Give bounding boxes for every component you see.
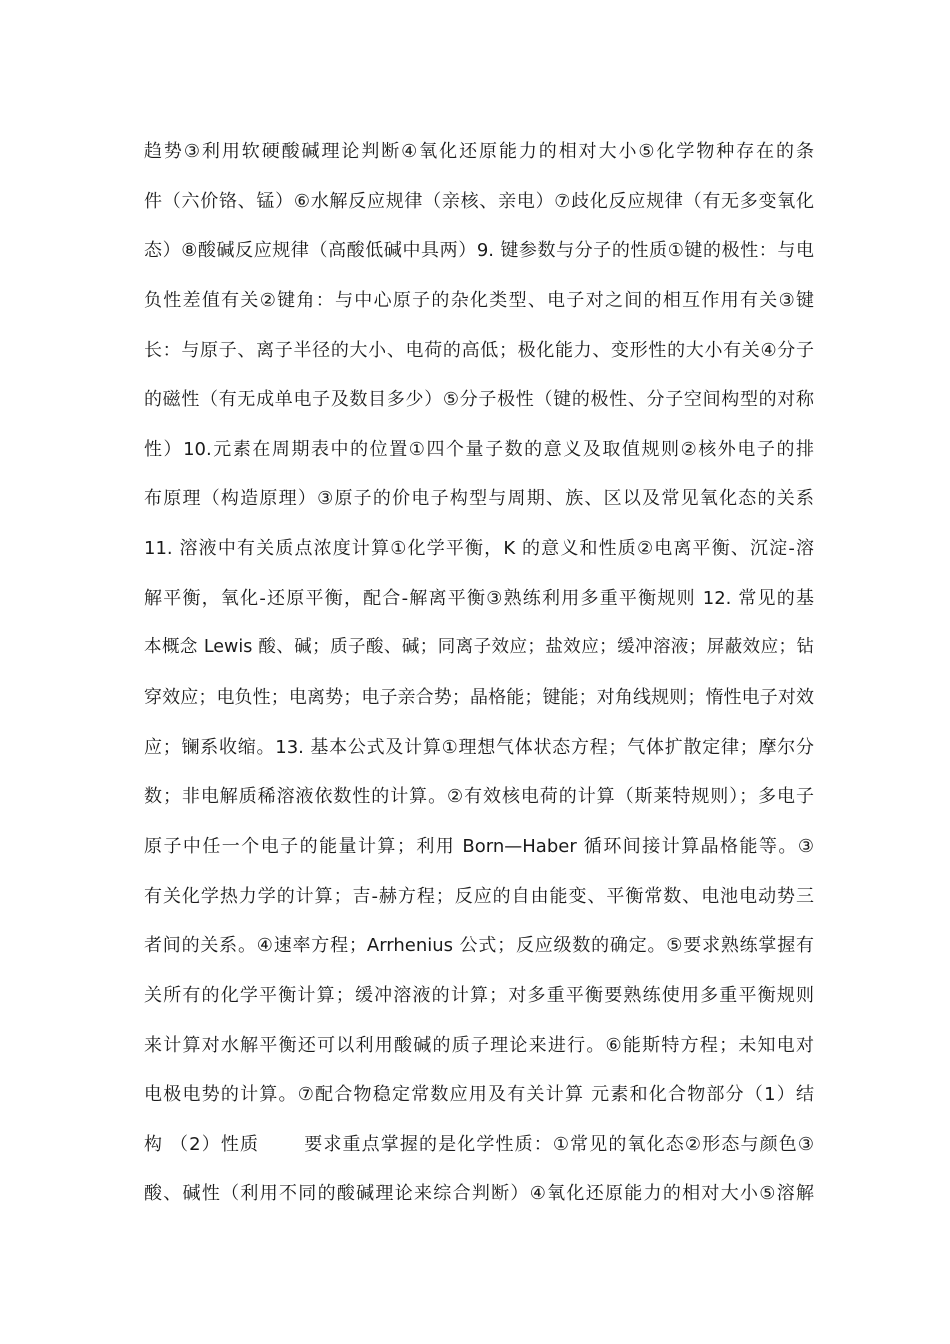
text-line: 数；非电解质稀溶液依数性的计算。②有效核电荷的计算（斯莱特规则）；多电子 [144,786,814,808]
text-line: 有关化学热力学的计算；吉-赫方程；反应的自由能变、平衡常数、电池电动势三 [144,885,814,907]
text-line: 的磁性（有无成单电子及数目多少）⑤分子极性（键的极性、分子空间构型的对称 [144,389,814,411]
text-line: 趋势③利用软硬酸碱理论判断④氧化还原能力的相对大小⑤化学物种存在的条 [144,141,814,162]
text-line: 性）10.元素在周期表中的位置①四个量子数的意义及取值规则②核外电子的排 [144,438,814,460]
text-line: 穿效应；电负性；电离势；电子亲合势；晶格能；键能；对角线规则；惰性电子对效 [144,687,814,709]
text-line: 长：与原子、离子半径的大小、电荷的高低；极化能力、变形性的大小有关④分子 [144,339,814,361]
text-line: 布原理（构造原理）③原子的价电子构型与周期、族、区以及常见氧化态的关系 [144,488,814,510]
text-line: 者间的关系。④速率方程；Arrhenius 公式；反应级数的确定。⑤要求熟练掌握有 [144,935,814,957]
text-line: 本概念 Lewis 酸、碱；质子酸、碱；同离子效应；盐效应；缓冲溶液；屏蔽效应；钻 [144,637,814,658]
text-line: 解平衡，氧化-还原平衡，配合-解离平衡③熟练利用多重平衡规则 12. 常见的基 [144,587,814,609]
text-line: 负性差值有关②键角：与中心原子的杂化类型、电子对之间的相互作用有关③键 [144,289,814,311]
text-line: 电极电势的计算。⑦配合物稳定常数应用及有关计算 元素和化合物部分（1）结 [144,1084,814,1106]
text-line: 构 （2）性质 要求重点掌握的是化学性质：①常见的氧化态②形态与颜色③ [144,1133,814,1155]
text-line: 来计算对水解平衡还可以利用酸碱的质子理论来进行。⑥能斯特方程；未知电对 [144,1034,814,1056]
body-text [144,127,814,1219]
text-line: 原子中任一个电子的能量计算；利用 Born—Haber 循环间接计算晶格能等。③ [144,835,814,857]
text-line: 态）⑧酸碱反应规律（高酸低碱中具两）9. 键参数与分子的性质①键的极性：与电 [144,240,814,262]
text-line: 件（六价铬、锰）⑥水解反应规律（亲核、亲电）⑦歧化反应规律（有无多变氧化 [144,190,814,212]
text-line: 应；镧系收缩。13. 基本公式及计算①理想气体状态方程；气体扩散定律；摩尔分 [144,736,814,758]
text-line: 11. 溶液中有关质点浓度计算①化学平衡，K 的意义和性质②电离平衡、沉淀-溶 [144,538,814,560]
text-line: 酸、碱性（利用不同的酸碱理论来综合判断）④氧化还原能力的相对大小⑤溶解 [144,1183,814,1205]
text-line: 关所有的化学平衡计算；缓冲溶液的计算；对多重平衡要熟练使用多重平衡规则 [144,984,814,1006]
